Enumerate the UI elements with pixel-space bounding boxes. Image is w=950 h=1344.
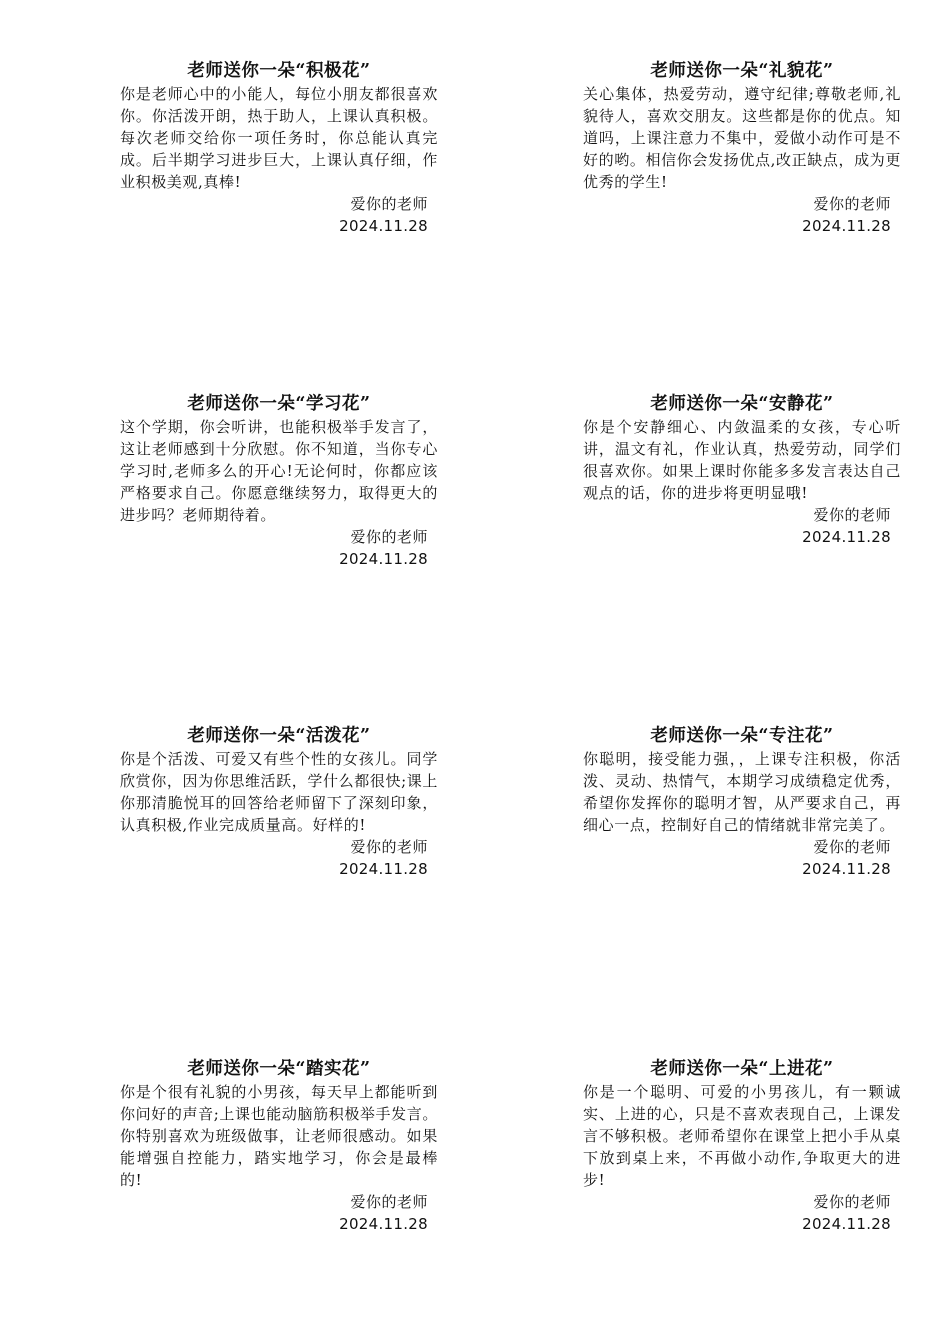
- card-date: 2024.11.28: [802, 528, 891, 546]
- card-signature: 爱你的老师: [350, 1193, 428, 1211]
- card-date: 2024.11.28: [802, 217, 891, 235]
- comment-card: [583, 724, 901, 880]
- card-body: 你聪明，接受能力强，，上课专注积极，你活泼、灵动、热情气，本期学习成绩稳定优秀，希望你发挥你的聪明才智，从严要求自己，再细心一点，控制好自己的情绪就非常完美了。: [583, 750, 901, 834]
- card-signature: 爱你的老师: [350, 838, 428, 856]
- card-signature: 爱你的老师: [350, 528, 428, 546]
- card-body: 你是老师心中的小能人，每位小朋友都很喜欢你。你活泼开朗，热于助人，上课认真积极。每次老师交给你一项任务时，你总能认真完成。后半期学习进步巨大，上课认真仔细，作业积极美观,真棒!: [120, 85, 438, 191]
- card-date: 2024.11.28: [802, 1215, 891, 1233]
- card-body: 你是个安静细心、内敛温柔的女孩，专心听讲，温文有礼，作业认真，热爱劳动，同学们很喜欢你。如果上课时你能多多发言表达自己观点的话，你的进步将更明显哦!: [583, 418, 901, 502]
- comment-card: [120, 1057, 438, 1235]
- card-date: 2024.11.28: [339, 1215, 428, 1233]
- card-signature: 爱你的老师: [813, 838, 891, 856]
- card-date: 2024.11.28: [339, 860, 428, 878]
- card-body: 你是一个聪明、可爱的小男孩儿，有一颗诚实、上进的心，只是不喜欢表现自己，上课发言不够积极。老师希望你在课堂上把小手从桌下放到桌上来，不再做小动作,争取更大的进步!: [583, 1083, 901, 1189]
- comment-card: [583, 59, 901, 237]
- card-title: 老师送你一朵“安静花”: [650, 394, 834, 414]
- card-body: 你是个很有礼貌的小男孩，每天早上都能听到你问好的声音;上课也能动脑筋积极举手发言。你特别喜欢为班级做事，让老师很感动。如果能增强自控能力，踏实地学习，你会是最棒的!: [120, 1083, 438, 1189]
- card-title: 老师送你一朵“礼貌花”: [650, 61, 834, 81]
- card-signature: 爱你的老师: [813, 1193, 891, 1211]
- card-title: 老师送你一朵“踏实花”: [187, 1059, 371, 1079]
- comment-card: [120, 59, 438, 237]
- card-signature: 爱你的老师: [813, 195, 891, 213]
- card-body: 你是个活泼、可爱又有些个性的女孩儿。同学欣赏你，因为你思维活跃，学什么都很快;课上你那清脆悦耳的回答给老师留下了深刻印象，认真积极,作业完成质量高。好样的!: [120, 750, 438, 834]
- comment-card: [120, 392, 438, 570]
- card-body: 关心集体，热爱劳动，遵守纪律;尊敬老师,礼貌待人，喜欢交朋友。这些都是你的优点。知道吗，上课注意力不集中，爱做小动作可是不好的哟。相信你会发扬优点,改正缺点，成为更优秀的学生!: [583, 85, 901, 191]
- card-date: 2024.11.28: [339, 550, 428, 568]
- card-date: 2024.11.28: [339, 217, 428, 235]
- card-date: 2024.11.28: [802, 860, 891, 878]
- card-signature: 爱你的老师: [350, 195, 428, 213]
- card-body: 这个学期，你会听讲，也能积极举手发言了，这让老师感到十分欣慰。你不知道，当你专心学习时,老师多么的开心!无论何时，你都应该严格要求自己。你愿意继续努力，取得更大的进步吗？老师期待着。: [120, 418, 438, 524]
- card-title: 老师送你一朵“活泼花”: [187, 726, 371, 746]
- comment-card: [583, 392, 901, 548]
- card-title: 老师送你一朵“上进花”: [650, 1059, 834, 1079]
- card-title: 老师送你一朵“专注花”: [650, 726, 834, 746]
- card-signature: 爱你的老师: [813, 506, 891, 524]
- card-title: 老师送你一朵“积极花”: [187, 61, 371, 81]
- comment-card: [120, 724, 438, 880]
- comment-card: [583, 1057, 901, 1235]
- card-title: 老师送你一朵“学习花”: [187, 394, 371, 414]
